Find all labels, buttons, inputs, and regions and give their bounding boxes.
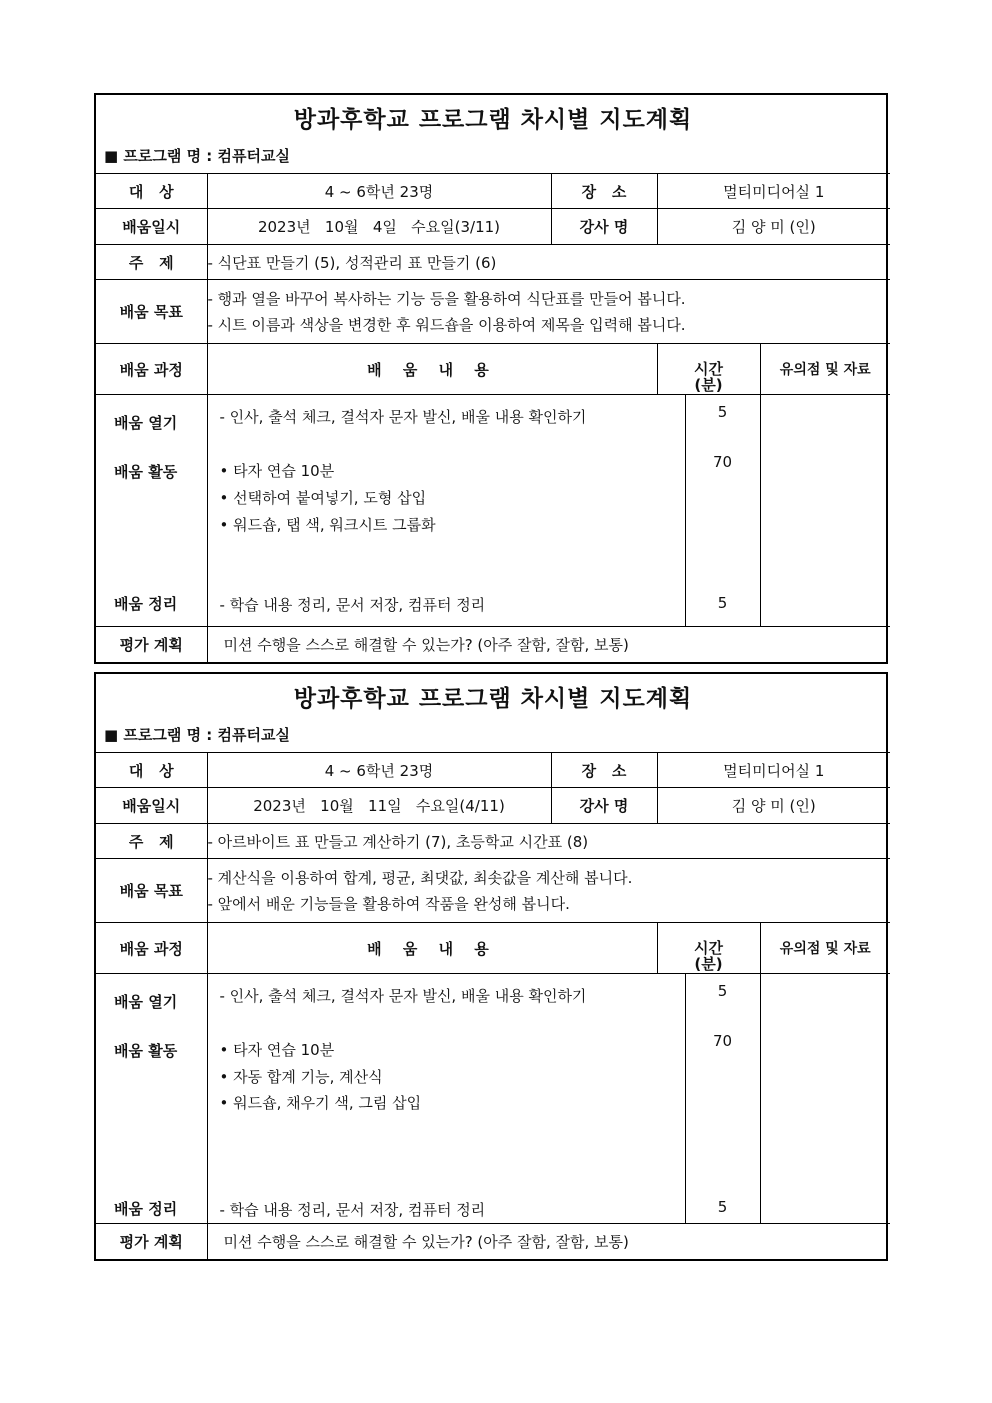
- time-header: [657, 344, 760, 395]
- time-header: [657, 923, 760, 974]
- closing-content: - 학습 내용 정리, 문서 저장, 컴퓨터 정리: [219, 1201, 486, 1219]
- instructor-label: 강사 명: [551, 209, 657, 245]
- opening-content: - 인사, 출석 체크, 결석자 문자 발신, 배울 내용 확인하기: [219, 408, 587, 426]
- place-label: 장 소: [551, 174, 657, 209]
- target-value: 4 ~ 6학년 23명: [207, 753, 551, 788]
- process-column: [96, 974, 207, 1224]
- content-header: 배 움 내 용: [207, 344, 657, 395]
- instructor-value: 김 양 미 (인): [657, 788, 890, 824]
- notes-column: [760, 974, 890, 1224]
- eval-value: 미션 수행을 스스로 해결할 수 있는가? (아주 잘함, 잘함, 보통): [207, 1224, 890, 1259]
- activity-item: • 타자 연습 10분: [219, 1041, 335, 1059]
- closing-label: 배움 정리: [114, 1200, 178, 1218]
- activity-item: • 자동 합계 기능, 계산식: [219, 1068, 383, 1086]
- program-name: ■ 프로그램 명 : 컴퓨터교실: [104, 726, 290, 744]
- goal-list: [207, 280, 890, 344]
- goal-list: [207, 859, 890, 923]
- process-header: 배움 과정: [96, 923, 207, 974]
- opening-content: - 인사, 출석 체크, 결석자 문자 발신, 배울 내용 확인하기: [219, 987, 587, 1005]
- page-title: 방과후학교 프로그램 차시별 지도계획: [293, 686, 693, 712]
- page-title: 방과후학교 프로그램 차시별 지도계획: [293, 107, 693, 133]
- title-cell: [96, 674, 890, 753]
- time-header-text: 시간 (분): [694, 939, 723, 973]
- lesson-plan-1: [94, 93, 888, 664]
- goal-item: - 계산식을 이용하여 합계, 평균, 최댓값, 최솟값을 계산해 봅니다.: [207, 868, 633, 887]
- instructor-label: 강사 명: [551, 788, 657, 824]
- instructor-value: 김 양 미 (인): [657, 209, 890, 245]
- target-label: 대 상: [96, 753, 207, 788]
- activity-time: 70: [712, 1032, 733, 1050]
- content-column: [207, 395, 685, 627]
- process-column: [96, 395, 207, 627]
- process-header: 배움 과정: [96, 344, 207, 395]
- goal-item: - 앞에서 배운 기능들을 활용하여 작품을 완성해 봅니다.: [207, 894, 570, 913]
- topic-value: - 식단표 만들기 (5), 성적관리 표 만들기 (6): [207, 245, 890, 280]
- time-column: [685, 974, 760, 1224]
- date-value: 2023년 10월 4일 수요일(3/11): [207, 209, 551, 245]
- activity-label: 배움 활동: [114, 463, 178, 481]
- content-column: [207, 974, 685, 1224]
- eval-label: 평가 계획: [96, 1224, 207, 1259]
- closing-label: 배움 정리: [114, 595, 178, 613]
- closing-time: 5: [717, 594, 728, 612]
- topic-label: 주 제: [96, 245, 207, 280]
- place-value: 멀티미디어실 1: [657, 753, 890, 788]
- opening-time: 5: [717, 403, 728, 421]
- date-label: 배움일시: [96, 788, 207, 824]
- notes-header: 유의점 및 자료: [760, 344, 890, 395]
- goal-label: 배움 목표: [96, 859, 207, 923]
- topic-value: - 아르바이트 표 만들고 계산하기 (7), 초등학교 시간표 (8): [207, 824, 890, 859]
- activity-item: • 타자 연습 10분: [219, 462, 335, 480]
- opening-label: 배움 열기: [114, 414, 178, 432]
- target-value: 4 ~ 6학년 23명: [207, 174, 551, 209]
- closing-content: - 학습 내용 정리, 문서 저장, 컴퓨터 정리: [219, 596, 486, 614]
- closing-time: 5: [717, 1198, 728, 1216]
- time-header-text: 시간 (분): [694, 360, 723, 394]
- place-value: 멀티미디어실 1: [657, 174, 890, 209]
- goal-item: - 시트 이름과 색상을 변경한 후 워드숍을 이용하여 제목을 입력해 봅니다.: [207, 315, 686, 334]
- date-label: 배움일시: [96, 209, 207, 245]
- place-label: 장 소: [551, 753, 657, 788]
- activity-item: • 워드숍, 채우기 색, 그림 삽입: [219, 1094, 422, 1112]
- notes-column: [760, 395, 890, 627]
- lesson-plan-2: [94, 672, 888, 1261]
- topic-label: 주 제: [96, 824, 207, 859]
- target-label: 대 상: [96, 174, 207, 209]
- activity-time: 70: [712, 453, 733, 471]
- goal-item: - 행과 열을 바꾸어 복사하는 기능 등을 활용하여 식단표를 만들어 봅니다.: [207, 289, 686, 308]
- activity-item: • 선택하여 붙여넣기, 도형 삽입: [219, 489, 427, 507]
- opening-label: 배움 열기: [114, 993, 178, 1011]
- time-column: [685, 395, 760, 627]
- goal-label: 배움 목표: [96, 280, 207, 344]
- program-name: ■ 프로그램 명 : 컴퓨터교실: [104, 147, 290, 165]
- title-cell: [96, 95, 890, 174]
- content-header: 배 움 내 용: [207, 923, 657, 974]
- eval-label: 평가 계획: [96, 627, 207, 662]
- date-value: 2023년 10월 11일 수요일(4/11): [207, 788, 551, 824]
- eval-value: 미션 수행을 스스로 해결할 수 있는가? (아주 잘함, 잘함, 보통): [207, 627, 890, 662]
- opening-time: 5: [717, 982, 728, 1000]
- activity-item: • 워드숍, 탭 색, 워크시트 그룹화: [219, 516, 436, 534]
- notes-header: 유의점 및 자료: [760, 923, 890, 974]
- activity-label: 배움 활동: [114, 1042, 178, 1060]
